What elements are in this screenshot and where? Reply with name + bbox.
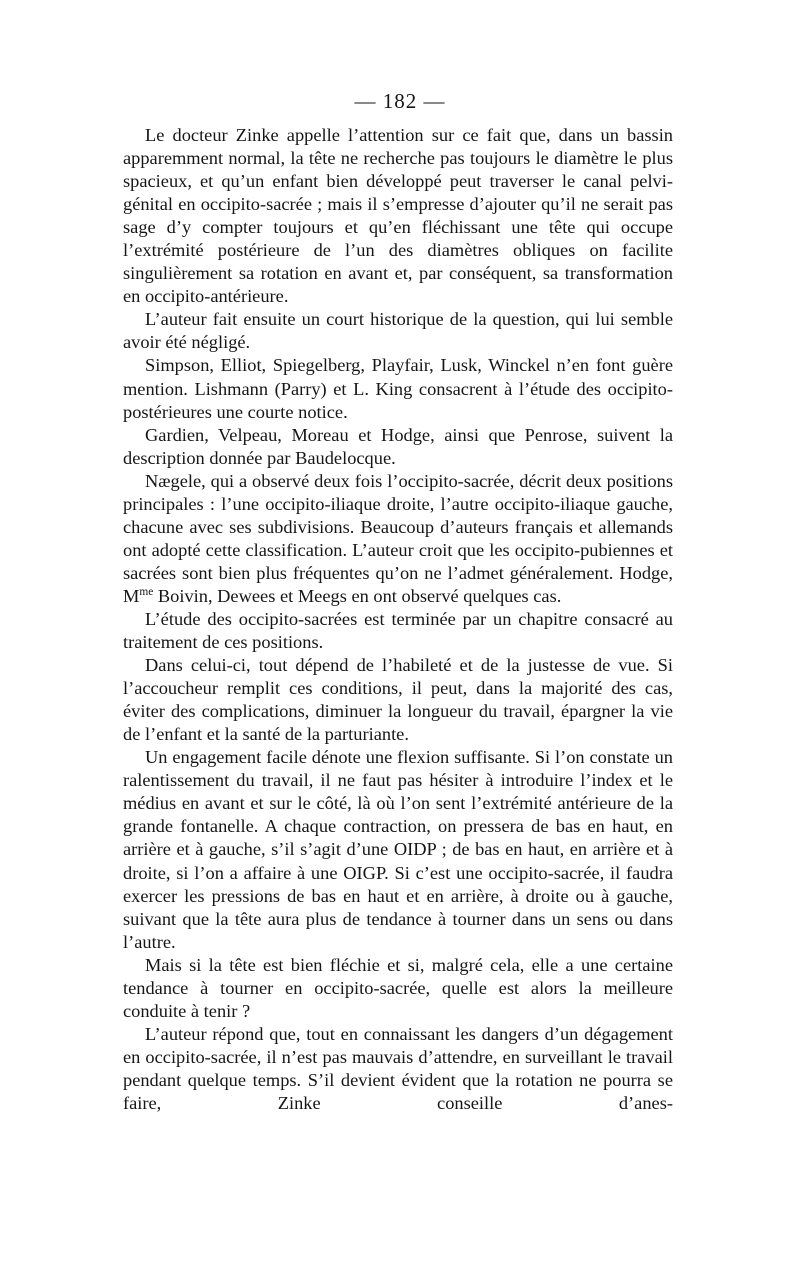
superscript-abbrev: me	[139, 585, 154, 598]
paragraph-6: L’étude des occipito-sacrées est terminée par un chapitre consacré au traitement de ces positions.	[123, 608, 673, 653]
body-text	[123, 124, 673, 1115]
paragraph-9: Mais si la tête est bien fléchie et si, malgré cela, elle a une certaine tendance à tourner en occipito-sacrée, quelle est alors la meilleure conduite à tenir ?	[123, 954, 673, 1021]
paragraph-7: Dans celui-ci, tout dépend de l’habileté et de la justesse de vue. Si l’accoucheur remplit ces conditions, il peut, dans la majorité des cas, éviter des complications, diminuer la longueur du travail, épargner la vie de l’enfant et la santé de la parturiante.	[123, 655, 673, 745]
paragraph-1: Le docteur Zinke appelle l’attention sur ce fait que, dans un bassin apparemment normal, la tête ne recherche pas toujours le diamètre le plus spacieux, et qu’un enfant bien développé peut traverser le canal pelvi-génital en occipito-sacrée ; mais il s’empresse d’ajouter qu’il ne serait pas sage d’y compter toujours et qu’en fléchissant une tête qui occupe l’extrémité postérieure de l’un des diamètres obliques on facilite singulièrement sa rotation en avant et, par conséquent, sa transformation en occipito-antérieure.	[123, 125, 673, 307]
paragraph-4: Gardien, Velpeau, Moreau et Hodge, ainsi que Penrose, suivent la description donnée par Baudelocque.	[123, 424, 673, 468]
paragraph-5-tail: Boivin, Dewees et Meegs en ont observé quelques cas.	[153, 585, 562, 606]
paragraph-8: Un engagement facile dénote une flexion suffisante. Si l’on constate un ralentissement du travail, il ne faut pas hésiter à introduire l’index et le médius en avant et sur le côté, là où l’on sent l’extrémité antérieure de la grande fontanelle. A chaque contraction, on pressera de bas en haut, en arrière et à gauche, s’il s’agit d’une OIDP ; de bas en haut, en arrière et à droite, si l’on a affaire à une OIGP. Si c’est une occipito-sacrée, il faudra exercer les pressions de bas en haut et en arrière, à droite ou à gauche, suivant que la tête aura plus de tendance à tourner dans un sens ou dans l’autre.	[123, 747, 673, 952]
paragraph-2: L’auteur fait ensuite un court historique de la question, qui lui semble avoir été négligé.	[123, 309, 673, 353]
paragraph-5	[123, 470, 673, 608]
page-number: — 182 —	[354, 89, 446, 113]
paragraph-3: Simpson, Elliot, Spiegelberg, Playfair, Lusk, Winckel n’en font guère mention. Lishmann (Parry) et L. King consacrent à l’étude des occipito-postérieures une courte notice.	[123, 355, 673, 422]
paragraph-5-text: Nægele, qui a observé deux fois l’occipito-sacrée, décrit deux positions principales : l’une occipito-iliaque droite, l’autre occipito-iliaque gauche, chacune avec ses subdivisions. Beaucoup d’auteurs français et allemands ont adopté cette classification. L’auteur croit que les occipito-pubiennes et sacrées sont bien plus fréquentes qu’on ne l’admet généralement. Hodge, M	[123, 470, 673, 606]
paragraph-10: L’auteur répond que, tout en connaissant les dangers d’un dégagement en occipito-sacrée, il n’est pas mauvais d’attendre, en surveillant le travail pendant quelque temps. S’il devient évident que la rotation ne pourra se faire, Zinke conseille d’anes-	[123, 1023, 673, 1113]
